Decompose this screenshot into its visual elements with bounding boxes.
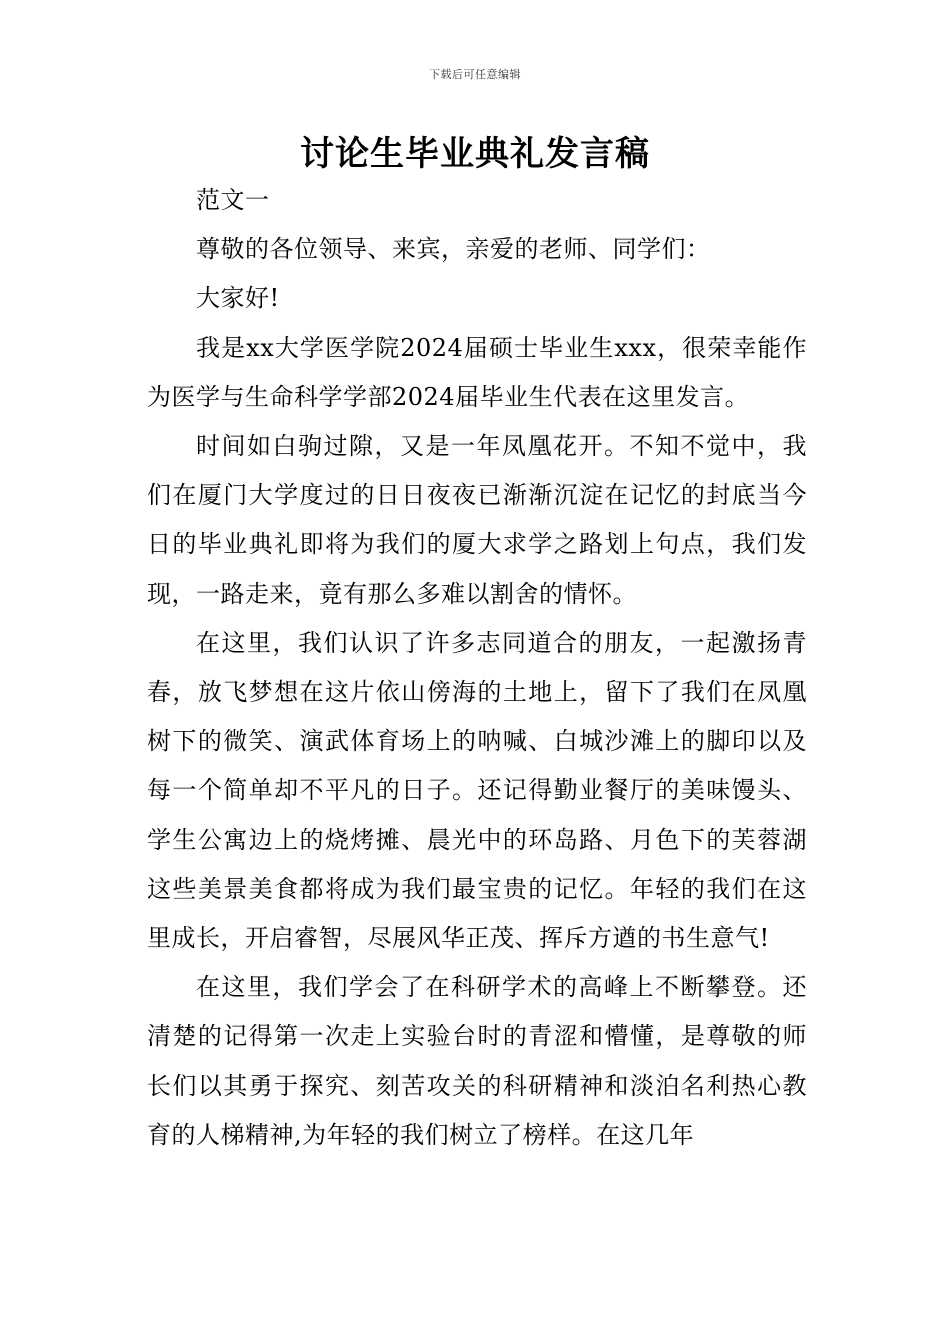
paragraph: 在这里，我们学会了在科研学术的高峰上不断攀登。还清楚的记得第一次走上实验台时的青涩和懵懂，是尊敬的师长们以其勇于探究、刻苦攻关的科研精神和淡泊名利热心教育的人梯精神,为年轻的我们树立了榜样。在这几年 [147, 973, 807, 1149]
header-note: 下载后可任意编辑 [429, 68, 521, 81]
paragraph: 在这里，我们认识了许多志同道合的朋友，一起激扬青春，放飞梦想在这片依山傍海的土地上，留下了我们在凤凰树下的微笑、演武体育场上的呐喊、白城沙滩上的脚印以及每一个简单却不平凡的日子。还记得勤业餐厅的美味馒头、学生公寓边上的烧烤摊、晨光中的环岛路、月色下的芙蓉湖这些美景美食都将成为我们最宝贵的记忆。年轻的我们在这里成长，开启睿智，尽展风华正茂、挥斥方遒的书生意气! [147, 628, 807, 953]
paragraph: 大家好! [196, 284, 280, 313]
paragraph: 时间如白驹过隙，又是一年凤凰花开。不知不觉中，我们在厦门大学度过的日日夜夜已渐渐沉淀在记忆的封底当今日的毕业典礼即将为我们的厦大求学之路划上句点，我们发现，一路走来，竟有那么多难以割舍的情怀。 [147, 432, 807, 608]
paragraph: 我是xx大学医学院2024届硕士毕业生xxx，很荣幸能作为医学与生命科学学部2024届毕业生代表在这里发言。 [147, 333, 807, 411]
document-title: 讨论生毕业典礼发言稿 [300, 134, 650, 174]
document-body [147, 176, 807, 1160]
paragraph: 尊敬的各位领导、来宾，亲爱的老师、同学们： [196, 235, 711, 264]
paragraph: 范文一 [196, 186, 270, 214]
